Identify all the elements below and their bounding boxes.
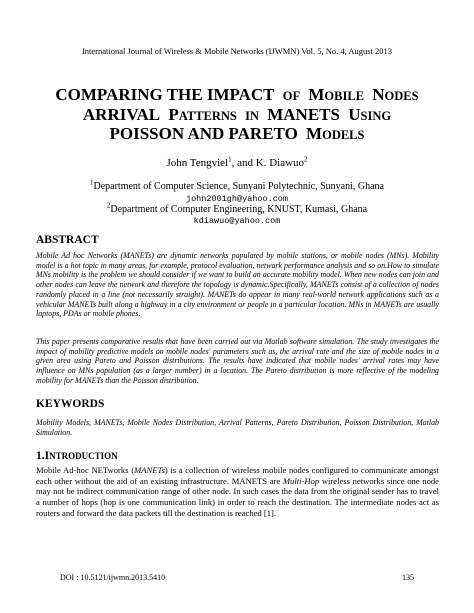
author-separator: , and <box>231 157 254 169</box>
journal-header: International Journal of Wireless & Mobile Networks (IJWMN) Vol. 5, No. 4, August 2013 <box>81 46 393 56</box>
page-number: 135 <box>402 573 414 582</box>
affiliation-marker: 2 <box>106 201 111 210</box>
introduction-heading: 1.INTRODUCTION <box>36 450 118 462</box>
title-word: COMPARING THE IMPACT <box>55 85 275 104</box>
title-line-2 <box>20 106 454 126</box>
title-word: OF <box>282 89 301 103</box>
title-word: IN <box>245 108 259 123</box>
title-word: MANETS <box>267 104 340 124</box>
author-name: John Tengviel <box>166 157 229 169</box>
author-name: K. Diawuo <box>255 157 305 169</box>
affiliation-marker: 2 <box>304 155 308 164</box>
keywords-heading: KEYWORDS <box>36 398 105 410</box>
author-email: john2001gh@yahoo.com <box>185 194 289 204</box>
introduction-paragraph: Mobile Ad-hoc NETworks (MANETs) is a collection of wireless mobile nodes configured to communicate amongst each other without the aid of an existing infrastructure. MANETS are Multi-Hop wireless networks since one node may not be indirect communication range of other node. In such cases the data from the original sender has to travel a number of hops (hop is one communication link) in order to reach the destination. The intermediate nodes act as routers and forward the data packets till the destination is reached [1]. <box>36 465 439 518</box>
title-word: POISSON AND PARETO <box>109 124 298 143</box>
title-line-3 <box>20 125 454 145</box>
abstract-paragraph: This paper presents comparative results that have been carried out via Matlab software simulation. The study investigates the impact of mobility predictive models on mobile nodes' parameters such as, the arrival rate and the size of mobile nodes in a given area using Pareto and Poisson distributions. The results have indicated that mobile nodes' arrival rates may have influence on MNs population (as a larger number) in a location. The Pareto distribution is more reflective of the modeling mobility for MANETs than the Poisson distribution. <box>36 337 439 385</box>
affiliation-line <box>0 178 474 193</box>
author-list <box>0 157 474 170</box>
doi-footer: DOI : 10.5121/ijwmn.2013.5410 <box>60 573 166 582</box>
title-line-1 <box>20 86 454 106</box>
abstract-heading: ABSTRACT <box>36 234 99 246</box>
affiliation-marker: 1 <box>90 178 94 187</box>
author-email: kdiawuo@yahoo.com <box>193 216 281 226</box>
paper-title <box>20 86 454 145</box>
keywords-text: Mobility Models, MANETs, Mobile Nodes Distribution, Arrival Patterns, Pareto Distribution, Poisson Distribution, Matlab Simulation. <box>36 418 439 437</box>
title-word: USING <box>348 104 392 124</box>
affiliation-marker: 1 <box>228 155 232 164</box>
affiliation-text: Department of Computer Science, Sunyani Polytechnic, Sunyani, Ghana <box>93 181 384 192</box>
title-word: PATTERNS <box>168 104 237 124</box>
title-word: MOBILE <box>308 85 365 104</box>
affiliation-text: Department of Computer Engineering, KNUST, Kumasi, Ghana <box>110 204 368 215</box>
title-word: NODES <box>372 85 419 104</box>
title-word: MODELS <box>306 124 365 143</box>
affiliation-line <box>0 201 474 216</box>
abstract-paragraph: Mobile Ad hoc Networks (MANETs) are dynamic networks populated by mobile stations, or mobile nodes (MNs). Mobility model is a hot topic in many areas, for example, protocol evaluation, network performance analysis and so on.How to simulate MNs mobility is the problem we should consider if we want to build an accurate mobility model. When new nodes can join and other nodes can leave the network and therefore the topology is dynamic.Specifically, MANETs consist of a collection of nodes randomly placed in a line (not necessarily straight). MANETs do appear in many real-world network applications such as a vehicular MANETs built along a highway in a city environment or people in a particular location. MNs in MANETs are usually laptops, PDAs or mobile phones. <box>36 251 439 319</box>
title-word: ARRIVAL <box>82 104 161 124</box>
